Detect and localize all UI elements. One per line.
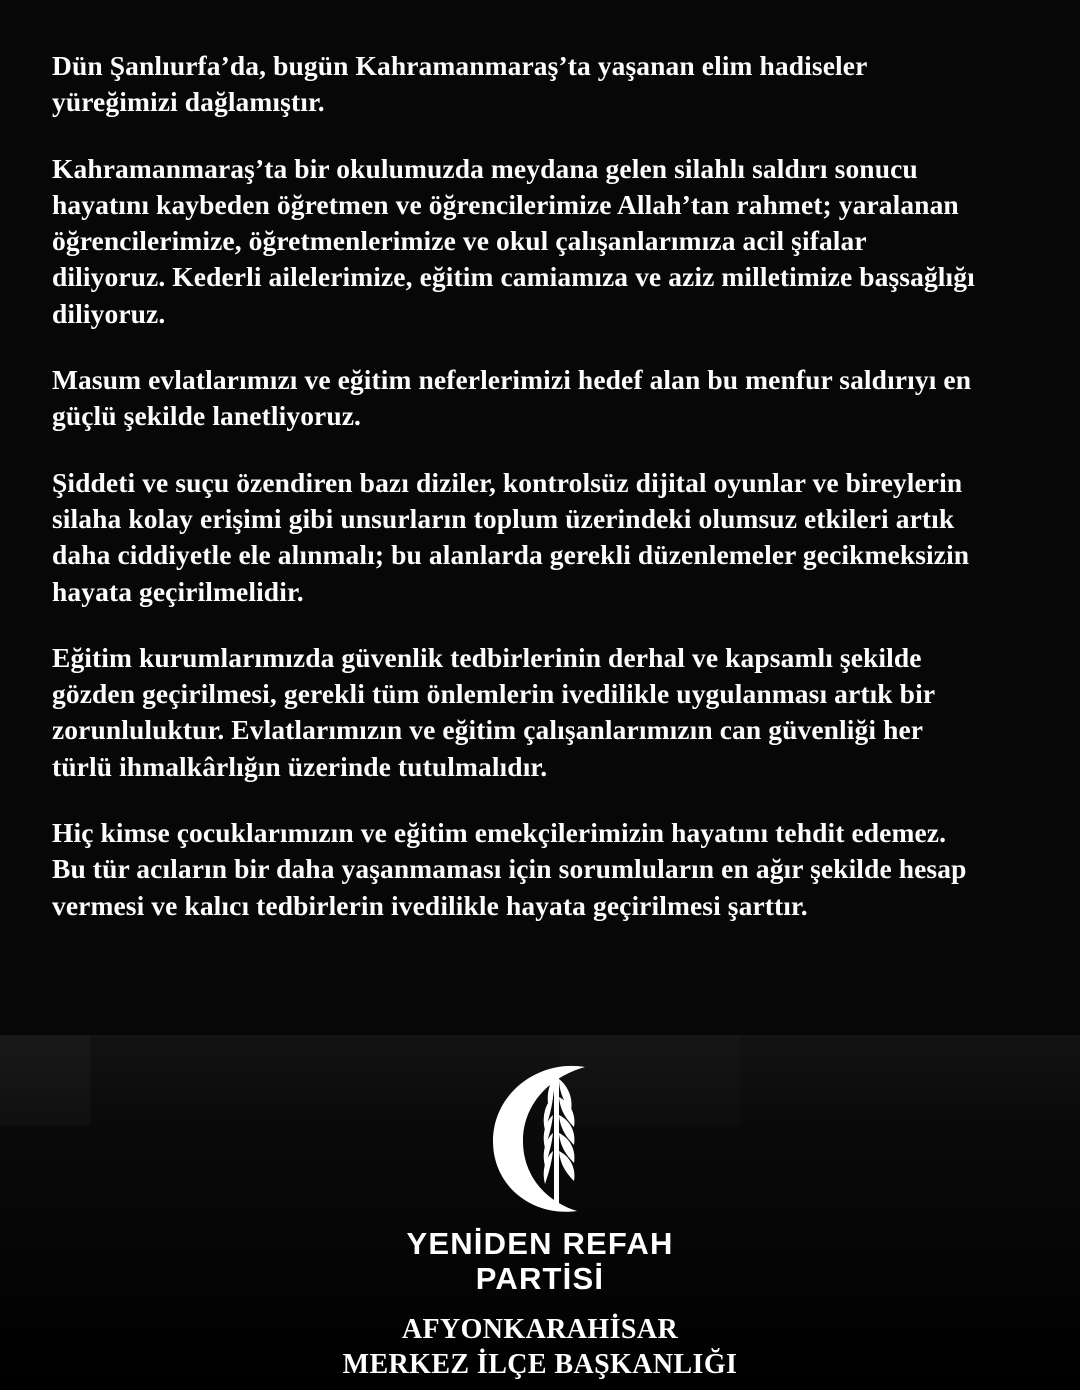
statement-paragraph: Masum evlatlarımızı ve eğitim neferlerimizi hedef alan bu menfur saldırıyı en güçlü şekilde lanetliyoruz. [52,364,972,432]
statement-paragraph: Şiddeti ve suçu özendiren bazı diziler, kontrolsüz dijital oyunlar ve bireylerin silaha kolay erişimi gibi unsurların toplum üzerindeki olumsuz etkileri artık daha ciddiyetle ele alınmalı; bu alanlarda gerekli düzenlemeler gecikmeksizin hayata geçirilmelidir. [52,466,970,607]
organization-line-2: MERKEZ İLÇE BAŞKANLIĞI [342,1349,738,1381]
brand-line-1: YENİDEN REFAH [406,1226,674,1261]
statement-paragraph: Dün Şanlıurfa’da, bugün Kahramanmaraş’ta yaşanan elim hadiseler yüreğimizi dağlamıştır. [52,50,867,118]
brand-name [406,1227,673,1296]
crescent-and-wheat-icon [435,1053,645,1223]
statement-paragraph: Hiç kimse çocuklarımızın ve eğitim emekçilerimizin hayatını tehdit edemez. Bu tür acıların bir daha yaşanmaması için sorumluların en ağır şekilde hesap vermesi ve kalıcı tedbirlerin ivedilikle hayata geçirilmesi şarttır. [52,817,967,921]
statement-paragraph: Eğitim kurumlarımızda güvenlik tedbirlerinin derhal ve kapsamlı şekilde gözden geçirilmesi, gerekli tüm önlemlerin ivedilikle uygulanması artık bir zorunluluktur. Evlatlarımızın ve eğitim çalışanlarımızın can güvenliği her türlü ihmalkârlığın üzerinde tutulmalıdır. [52,641,935,782]
statement-paragraph: Kahramanmaraş’ta bir okulumuzda meydana gelen silahlı saldırı sonucu hayatını kaybeden öğretmen ve öğrencilerimize Allah’tan rahmet; yaralanan öğrencilerimize, öğretmenlerimize ve okul çalışanlarımıza acil şifalar diliyoruz. Kederli ailelerimize, eğitim camiamıza ve aziz milletimize başsağlığı diliyoruz. [52,152,975,329]
statement-body [52,48,982,924]
party-logo [435,1053,645,1223]
footer [0,1035,1080,1390]
organization-name [343,1312,738,1382]
organization-line-1: AFYONKARAHİSAR [401,1314,679,1346]
brand-line-2: PARTİSİ [475,1260,605,1296]
